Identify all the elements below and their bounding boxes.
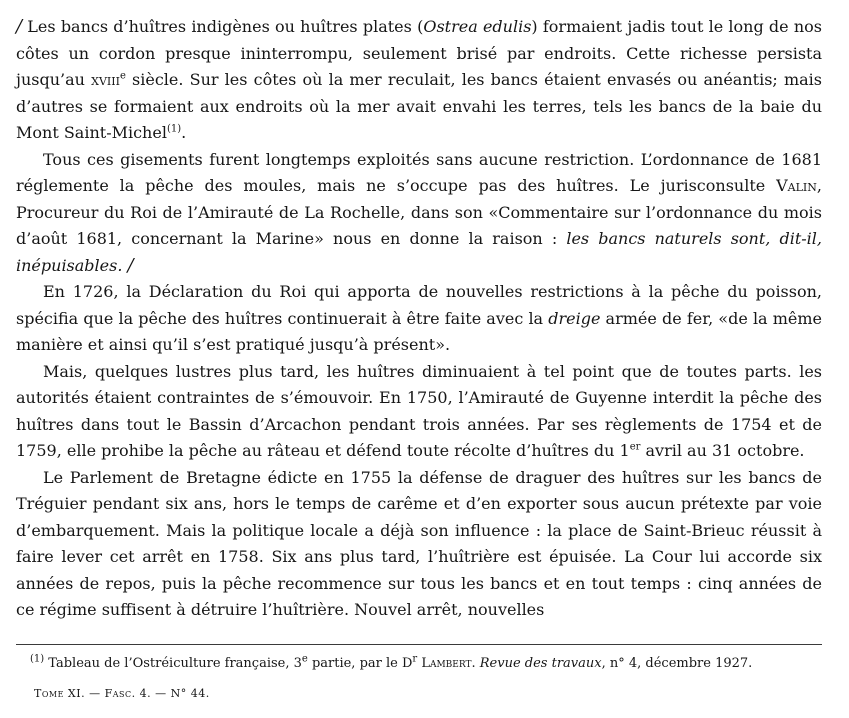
species-name: Ostrea edulis (423, 17, 532, 36)
paragraph-4 (16, 359, 822, 465)
paragraph-5 (16, 465, 822, 624)
issue-reference: Tome XI. — Fasc. 4. — N° 44. (34, 687, 210, 700)
century-superscript: e (119, 70, 126, 82)
paragraph-2-text-a: Tous ces gisements furent longtemps exploités sans aucune restriction. L’ordonnance de 1681 réglemente la pêche des moules, mais ne s’occupe pas des huîtres. Le jurisconsulte (16, 149, 822, 195)
footnote-reference: (1) (166, 123, 182, 135)
footnote-text-b: partie, par le D (307, 656, 413, 671)
footnote (30, 655, 830, 673)
paragraph-3-text-a: En 1726, la Déclaration du Roi qui apporta de nouvelles restrictions à la pêche du poisson, spécifia que la pêche des huîtres continuerait à être faite avec la (16, 282, 822, 328)
paragraph-1 (16, 14, 822, 147)
footnote-author: Lambert (417, 656, 472, 671)
premier-superscript: er (629, 441, 641, 453)
dreige-term: dreige (548, 308, 601, 328)
paragraph-2-text-b: , Procureur du Roi de l’Amirauté de La Rochelle, dans son «Commentaire sur l’ordonnance du mois d’août 1681, concernant la Marine» nous en donne la raison : (16, 176, 822, 248)
body-text (16, 14, 822, 624)
paragraph-1-text-a: Les bancs d’huîtres indigènes ou huîtres plates ( (27, 17, 424, 36)
footnote-text-a: Tableau de l’Ostréiculture française, 3 (44, 656, 302, 671)
handwritten-slash-mark: / (16, 16, 23, 37)
paragraph-1-text-b: ) formaient jadis tout le long de nos côtes un cordon presque ininterrompu, seulement brisé par endroits. Cette richesse persista jusqu’au (16, 17, 823, 89)
footnote-superscript-r: r (412, 653, 418, 665)
paragraph-3-text-b: armée de fer, «de la même manière et ainsi qu’il s’est pratiqué jusqu’à présent». (16, 308, 823, 354)
paragraph-3 (16, 279, 822, 359)
paragraph-4-text-a: Mais, quelques lustres plus tard, les huîtres diminuaient à tel point que de toutes parts. les autorités étaient contraintes de s’émouvoir. En 1750, l’Amirauté de Guyenne interdit la pêche des huîtres dans tout le Bassin d’Arcachon pendant trois années. Par ses règlements de 1754 et de 1759, elle prohibe la pêche au râteau et défend toute récolte d’huîtres du 1 (16, 361, 822, 460)
paragraph-1-text-d: . (181, 123, 187, 142)
paragraph-1-text-c: siècle. Sur les côtes où la mer reculait, les bancs étaient envasés ou anéantis; mais d’autres se formaient aux endroits où la mer avait envahi les terres, tels les bancs de la baie du Mont Saint-Michel (16, 70, 822, 142)
footnote-marker: (1) (30, 653, 45, 665)
footnote-divider (16, 644, 822, 645)
author-name: Valin (776, 176, 817, 195)
footnote-superscript-e: e (301, 653, 308, 665)
footnote-text-c: . (471, 656, 480, 671)
paragraph-5-text: Le Parlement de Bretagne édicte en 1755 la défense de draguer des huîtres sur les bancs de Tréguier pendant six ans, hors le temps de carême et d’en exporter sous aucun prétexte par voie d’embarquement. Mais la politique locale a déjà son influence : la place de Saint-Brieuc réussit à faire lever cet arrêt en 1758. Six ans plus tard, l’huîtrière est épuisée. La Cour lui accorde six années de repos, puis la pêche recommence sur tous les bancs et en tout temps : cinq années de ce régime suffisent à détruire l’huîtrière. Nouvel arrêt, nouvelles (16, 467, 822, 619)
paragraph-4-text-b: avril au 31 octobre. (640, 441, 805, 460)
quoted-phrase: les bancs naturels sont, dit-il, inépuisables. (16, 229, 823, 275)
handwritten-slash-mark-2: / (127, 254, 134, 276)
century-numeral: xviii (91, 70, 120, 89)
footnote-text-d: , n° 4, décembre 1927. (601, 656, 753, 671)
footnote-journal: Revue des travaux (479, 656, 602, 671)
paragraph-2 (16, 147, 822, 280)
